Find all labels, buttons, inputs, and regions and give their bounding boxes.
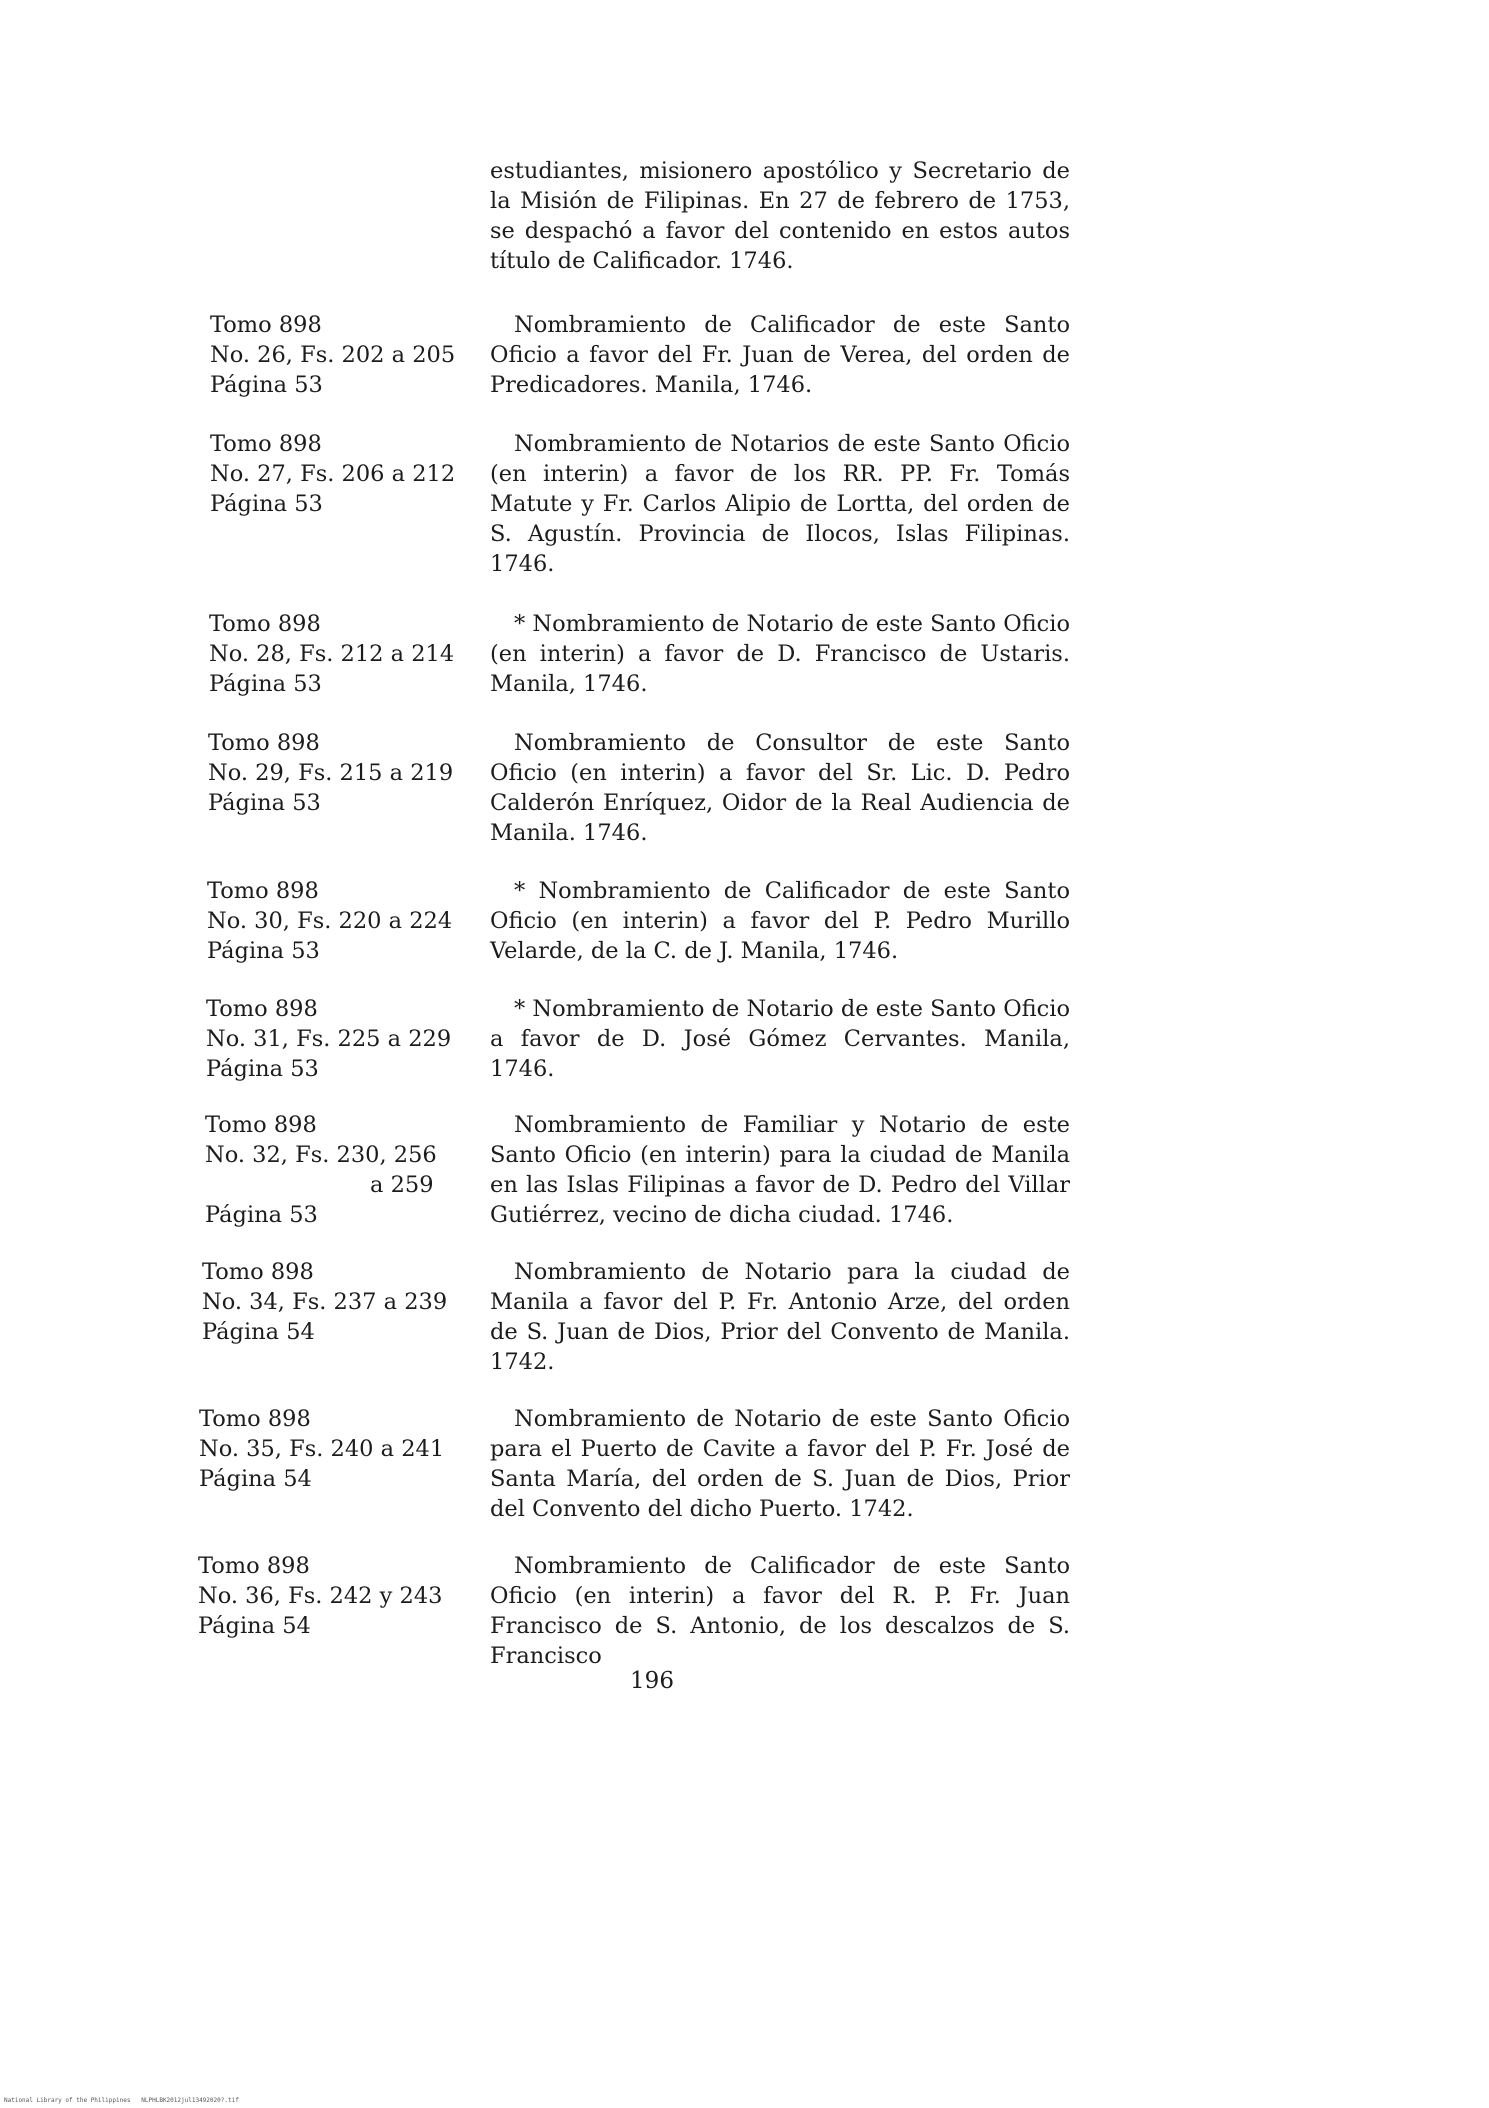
ref-tomo: Tomo 898	[207, 878, 319, 904]
ref-tomo: Tomo 898	[206, 996, 318, 1022]
ref-tomo: Tomo 898	[199, 1406, 311, 1432]
ref-pagina: Página 54	[198, 1613, 311, 1639]
ref-folios: No. 27, Fs. 206 a 212	[210, 461, 456, 487]
entry-description: * Nombramiento de Notario de este Santo Oficio (en interin) a favor de D. Francisco de Ustaris. Manila, 1746.	[490, 611, 1070, 697]
ref-folios: No. 28, Fs. 212 a 214	[209, 641, 455, 667]
entry-description: Nombramiento de Familiar y Notario de este Santo Oficio (en interin) para la ciudad de Manila en las Islas Filipinas a favor de D. Pedro del Villar Gutiérrez, vecino de dicha ciudad. 1746.	[490, 1112, 1070, 1228]
entry-description: Nombramiento de Calificador de este Santo Oficio a favor del Fr. Juan de Verea, del orden de Predicadores. Manila, 1746.	[490, 312, 1070, 398]
ref-pagina: Página 53	[205, 1202, 318, 1228]
entry-reference	[206, 994, 476, 1084]
ref-tomo: Tomo 898	[205, 1112, 317, 1138]
intro-paragraph: estudiantes, misionero apostólico y Secretario de la Misión de Filipinas. En 27 de febrero de 1753, se despachó a favor del contenido en estos autos título de Calificador. 1746.	[490, 158, 1070, 274]
entry-reference	[210, 429, 480, 519]
ref-pagina: Página 53	[206, 1056, 319, 1082]
entry-reference	[208, 728, 478, 818]
entry-reference	[202, 1257, 472, 1347]
entry-description: * Nombramiento de Notario de este Santo Oficio a favor de D. José Gómez Cervantes. Manila, 1746.	[490, 996, 1070, 1082]
ref-folios: No. 31, Fs. 225 a 229	[206, 1026, 452, 1052]
entry-reference	[198, 1551, 468, 1641]
ref-tomo: Tomo 898	[210, 431, 322, 457]
entry-description: Nombramiento de Notario de este Santo Oficio para el Puerto de Cavite a favor del P. Fr. José de Santa María, del orden de S. Juan de Dios, Prior del Convento del dicho Puerto. 1742.	[490, 1406, 1070, 1522]
ref-folios: No. 29, Fs. 215 a 219	[208, 760, 454, 786]
entry-description: Nombramiento de Consultor de este Santo Oficio (en interin) a favor del Sr. Lic. D. Pedro Calderón Enríquez, Oidor de la Real Audiencia de Manila. 1746.	[490, 730, 1070, 846]
entry-reference	[210, 310, 480, 400]
entry-reference	[209, 609, 479, 699]
entry-description: * Nombramiento de Calificador de este Santo Oficio (en interin) a favor del P. Pedro Murillo Velarde, de la C. de J. Manila, 1746.	[490, 878, 1070, 964]
ref-pagina: Página 53	[210, 372, 323, 398]
ref-folios: No. 35, Fs. 240 a 241	[199, 1436, 445, 1462]
ref-folios: No. 36, Fs. 242 y 243	[198, 1583, 443, 1609]
ref-folios: No. 34, Fs. 237 a 239	[202, 1289, 448, 1315]
entry-description: Nombramiento de Notarios de este Santo Oficio (en interin) a favor de los RR. PP. Fr. Tomás Matute y Fr. Carlos Alipio de Lortta, del orden de S. Agustín. Provincia de Ilocos, Islas Filipinas. 1746.	[490, 431, 1070, 577]
ref-pagina: Página 54	[199, 1466, 312, 1492]
ref-tomo: Tomo 898	[209, 611, 321, 637]
ref-pagina: Página 53	[208, 790, 321, 816]
page-number: 196	[630, 1668, 674, 1694]
entry-reference	[205, 1110, 475, 1230]
entry-description: Nombramiento de Calificador de este Santo Oficio (en interin) a favor del R. P. Fr. Juan Francisco de S. Antonio, de los descalzos de S. Francisco	[490, 1553, 1070, 1669]
ref-tomo: Tomo 898	[210, 312, 322, 338]
scan-footer-stamp: National Library of the Philippines NLPHLBK2012jul13492020?.tif	[4, 2097, 239, 2104]
entry-reference	[207, 876, 477, 966]
entry-description: Nombramiento de Notario para la ciudad de Manila a favor del P. Fr. Antonio Arze, del orden de S. Juan de Dios, Prior del Convento de Manila. 1742.	[490, 1259, 1070, 1375]
ref-folios-continued: a 259	[370, 1172, 434, 1198]
ref-tomo: Tomo 898	[198, 1553, 310, 1579]
ref-folios: No. 30, Fs. 220 a 224	[207, 908, 453, 934]
entry-reference	[199, 1404, 469, 1494]
ref-pagina: Página 53	[209, 671, 322, 697]
ref-pagina: Página 54	[202, 1319, 315, 1345]
ref-folios: No. 26, Fs. 202 a 205	[210, 342, 456, 368]
ref-pagina: Página 53	[207, 938, 320, 964]
ref-tomo: Tomo 898	[202, 1259, 314, 1285]
ref-pagina: Página 53	[210, 491, 323, 517]
ref-tomo: Tomo 898	[208, 730, 320, 756]
ref-folios: No. 32, Fs. 230, 256	[205, 1142, 437, 1168]
